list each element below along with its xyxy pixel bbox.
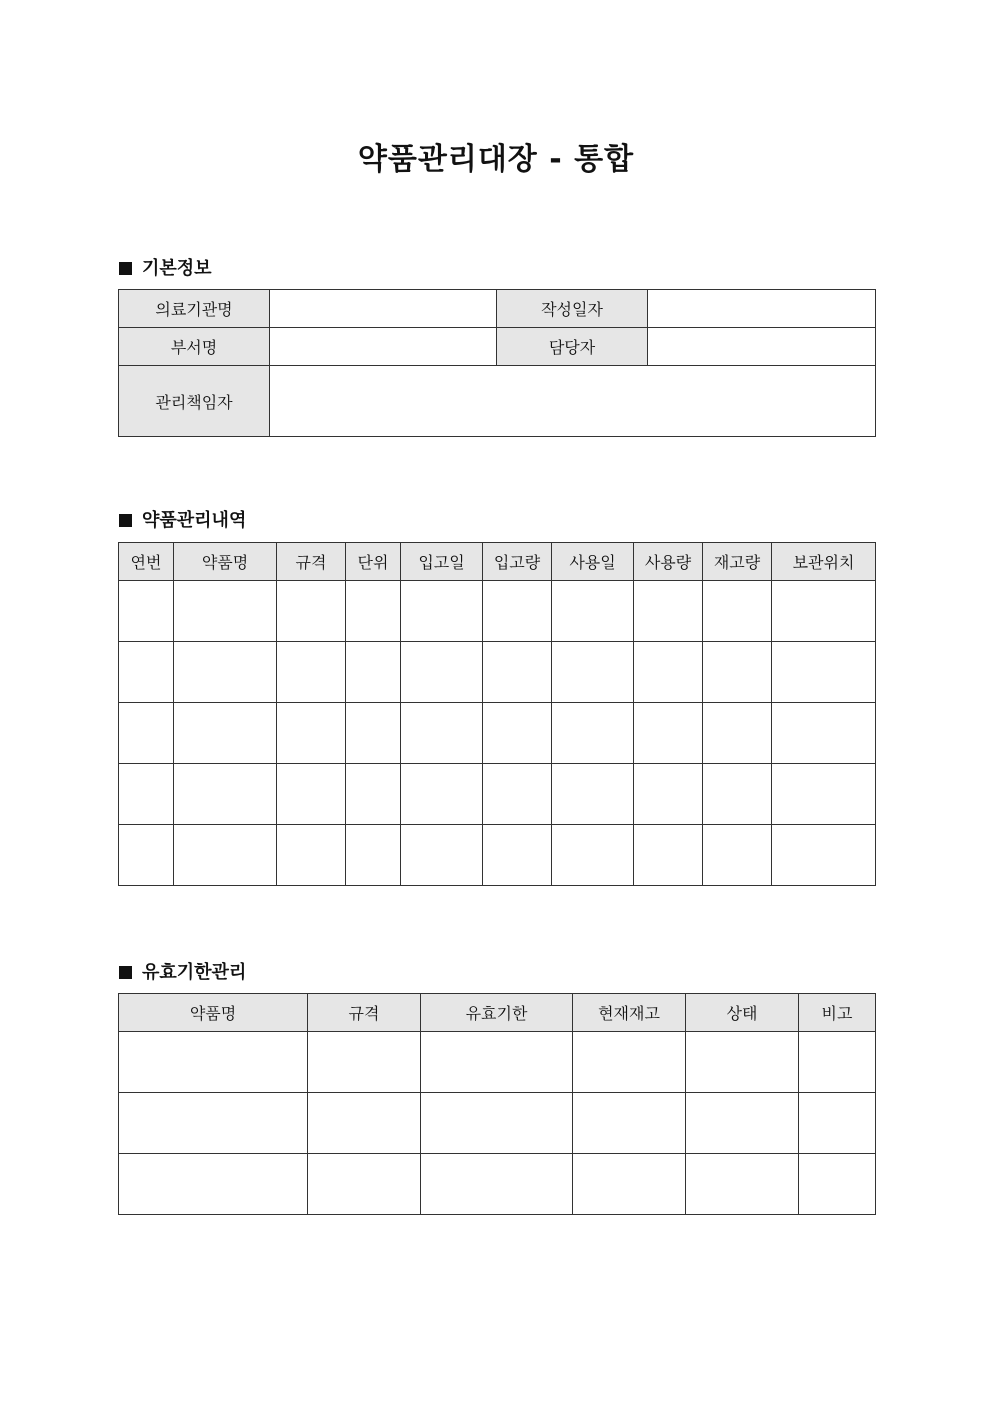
table-cell[interactable] bbox=[401, 642, 483, 703]
table-cell[interactable] bbox=[573, 1154, 686, 1215]
section-title: 유효기한관리 bbox=[142, 962, 247, 983]
table-cell[interactable] bbox=[346, 642, 401, 703]
table-cell[interactable] bbox=[308, 1032, 421, 1093]
table-cell[interactable] bbox=[483, 703, 552, 764]
table-cell[interactable] bbox=[552, 703, 634, 764]
table-cell[interactable] bbox=[772, 825, 876, 886]
column-header: 단위 bbox=[346, 543, 401, 581]
table-cell[interactable] bbox=[703, 764, 772, 825]
column-header: 연번 bbox=[119, 543, 174, 581]
table-cell[interactable] bbox=[634, 703, 703, 764]
table-cell[interactable] bbox=[703, 581, 772, 642]
table-cell[interactable] bbox=[346, 825, 401, 886]
section-heading-basic bbox=[119, 254, 212, 280]
table-cell[interactable] bbox=[346, 764, 401, 825]
drug-log-table bbox=[118, 542, 876, 886]
column-header: 유효기한 bbox=[421, 994, 573, 1032]
table-row bbox=[119, 1154, 876, 1215]
table-cell[interactable] bbox=[573, 1032, 686, 1093]
table-cell[interactable] bbox=[119, 764, 174, 825]
expiry-table bbox=[118, 993, 876, 1215]
institution-field[interactable] bbox=[270, 290, 497, 328]
table-cell[interactable] bbox=[277, 581, 346, 642]
table-cell[interactable] bbox=[174, 581, 277, 642]
table-cell[interactable] bbox=[119, 581, 174, 642]
column-header: 규격 bbox=[308, 994, 421, 1032]
table-cell[interactable] bbox=[483, 764, 552, 825]
column-header: 사용량 bbox=[634, 543, 703, 581]
table-cell[interactable] bbox=[552, 642, 634, 703]
table-cell[interactable] bbox=[401, 581, 483, 642]
table-cell[interactable] bbox=[421, 1093, 573, 1154]
column-header: 재고량 bbox=[703, 543, 772, 581]
column-header: 상태 bbox=[686, 994, 799, 1032]
table-cell[interactable] bbox=[174, 642, 277, 703]
table-cell[interactable] bbox=[552, 581, 634, 642]
table-cell[interactable] bbox=[483, 825, 552, 886]
table-cell[interactable] bbox=[772, 642, 876, 703]
department-field[interactable] bbox=[270, 328, 497, 366]
institution-label: 의료기관명 bbox=[119, 290, 270, 328]
table-cell[interactable] bbox=[634, 764, 703, 825]
table-cell[interactable] bbox=[119, 1093, 308, 1154]
table-row bbox=[119, 703, 876, 764]
table-cell[interactable] bbox=[346, 703, 401, 764]
table-cell[interactable] bbox=[401, 703, 483, 764]
date-label: 작성일자 bbox=[497, 290, 648, 328]
table-cell[interactable] bbox=[703, 642, 772, 703]
table-cell[interactable] bbox=[277, 825, 346, 886]
table-cell[interactable] bbox=[703, 703, 772, 764]
table-cell[interactable] bbox=[401, 825, 483, 886]
table-cell[interactable] bbox=[277, 642, 346, 703]
table-cell[interactable] bbox=[799, 1093, 876, 1154]
table-cell[interactable] bbox=[277, 703, 346, 764]
table-row bbox=[119, 581, 876, 642]
table-row bbox=[119, 764, 876, 825]
table-cell[interactable] bbox=[772, 764, 876, 825]
table-cell[interactable] bbox=[277, 764, 346, 825]
section-title: 기본정보 bbox=[142, 258, 212, 279]
section-title: 약품관리내역 bbox=[142, 510, 247, 531]
column-header: 규격 bbox=[277, 543, 346, 581]
table-cell[interactable] bbox=[308, 1154, 421, 1215]
section-heading-expiry bbox=[119, 958, 246, 984]
table-cell[interactable] bbox=[552, 764, 634, 825]
manager-label: 담당자 bbox=[497, 328, 648, 366]
table-cell[interactable] bbox=[174, 825, 277, 886]
column-header: 약품명 bbox=[174, 543, 277, 581]
square-bullet-icon bbox=[119, 514, 132, 527]
square-bullet-icon bbox=[119, 966, 132, 979]
table-cell[interactable] bbox=[174, 764, 277, 825]
basic-info-table bbox=[118, 289, 876, 437]
table-cell[interactable] bbox=[401, 764, 483, 825]
column-header: 현재재고 bbox=[573, 994, 686, 1032]
table-cell[interactable] bbox=[799, 1032, 876, 1093]
table-cell[interactable] bbox=[174, 703, 277, 764]
table-row bbox=[119, 825, 876, 886]
date-field[interactable] bbox=[648, 290, 876, 328]
column-header: 약품명 bbox=[119, 994, 308, 1032]
table-row bbox=[119, 1093, 876, 1154]
table-cell[interactable] bbox=[634, 581, 703, 642]
table-cell[interactable] bbox=[799, 1154, 876, 1215]
table-cell[interactable] bbox=[421, 1032, 573, 1093]
table-cell[interactable] bbox=[346, 581, 401, 642]
square-bullet-icon bbox=[119, 262, 132, 275]
manager-field[interactable] bbox=[648, 328, 876, 366]
table-cell[interactable] bbox=[573, 1093, 686, 1154]
column-header: 사용일 bbox=[552, 543, 634, 581]
table-cell[interactable] bbox=[119, 703, 174, 764]
column-header: 입고량 bbox=[483, 543, 552, 581]
table-cell[interactable] bbox=[686, 1032, 799, 1093]
table-cell[interactable] bbox=[634, 642, 703, 703]
column-header: 보관위치 bbox=[772, 543, 876, 581]
table-cell[interactable] bbox=[119, 825, 174, 886]
section-heading-drug-log bbox=[119, 506, 246, 532]
column-header: 입고일 bbox=[401, 543, 483, 581]
table-cell[interactable] bbox=[119, 642, 174, 703]
column-header: 비고 bbox=[799, 994, 876, 1032]
table-row bbox=[119, 1032, 876, 1093]
table-cell[interactable] bbox=[483, 581, 552, 642]
table-cell[interactable] bbox=[308, 1093, 421, 1154]
supervisor-label: 관리책임자 bbox=[119, 366, 270, 437]
table-cell[interactable] bbox=[119, 1032, 308, 1093]
table-cell[interactable] bbox=[686, 1154, 799, 1215]
table-row bbox=[119, 642, 876, 703]
table-cell[interactable] bbox=[686, 1093, 799, 1154]
table-cell[interactable] bbox=[552, 825, 634, 886]
department-label: 부서명 bbox=[119, 328, 270, 366]
table-cell[interactable] bbox=[634, 825, 703, 886]
table-cell[interactable] bbox=[483, 642, 552, 703]
table-cell[interactable] bbox=[703, 825, 772, 886]
table-cell[interactable] bbox=[772, 703, 876, 764]
table-cell[interactable] bbox=[421, 1154, 573, 1215]
table-cell[interactable] bbox=[772, 581, 876, 642]
supervisor-field[interactable] bbox=[270, 366, 876, 437]
document-title: 약품관리대장 - 통합 bbox=[357, 142, 635, 177]
table-cell[interactable] bbox=[119, 1154, 308, 1215]
